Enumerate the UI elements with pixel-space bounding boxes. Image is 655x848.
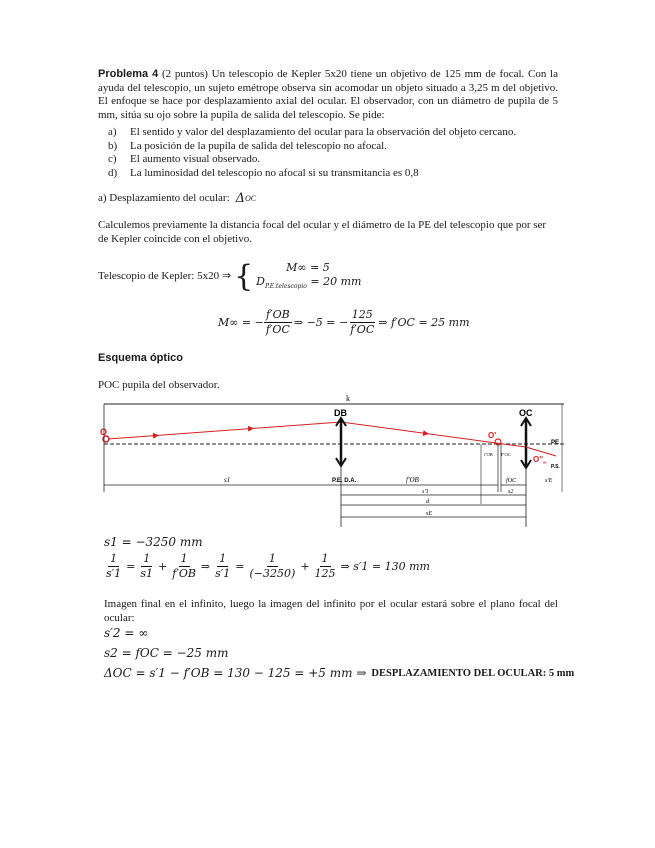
label-ps-right: P.S. xyxy=(551,464,560,470)
list-item: a) El sentido y valor del desplazamiento del ocular para la observación del objeto cercano. xyxy=(108,126,517,138)
fraction: $\frac{125}{f'OC}$ xyxy=(350,308,375,336)
fraction: $\frac{f'OB}{f'OC}$ xyxy=(265,308,290,336)
label-f-oc-small: F′OC xyxy=(501,452,511,457)
label-o: O xyxy=(100,427,108,437)
red-ray-1 xyxy=(108,422,341,439)
final-image-text: Imagen final en el infinito, luego la imagen del infinito por el ocular estará sobre el plano focal del ocular: xyxy=(104,598,558,624)
brace: { xyxy=(234,259,254,295)
list-item: d) La luminosidad del telescopio no afocal si su transmitancia es 0,8 xyxy=(108,166,419,179)
esquema-heading: Esquema óptico xyxy=(98,352,183,364)
section-a-heading: a) Desplazamiento del ocular: Δ OC xyxy=(98,191,257,206)
delta-line: ΔOC = s′1 − f′OB = 130 − 125 = +5 mm ⇒ DESPLAZAMIENTO DEL OCULAR: 5 mm xyxy=(104,666,575,680)
kepler-system: M∞ = 5 $D_{P.E.telescopio} = 20$ mm xyxy=(256,261,362,290)
list-item: c) El aumento visual observado. xyxy=(108,153,261,165)
label-oc: OC xyxy=(519,408,533,418)
problem-text: Un telescopio de Kepler 5x20 tiene un objetivo de 125 mm de focal. Con la ayuda del telescopio, un sujeto emétrope observa sin acomodar un objeto situado a 3,25 m del objetivo. El enfoque se hace por desplazamiento axial del ocular. El observador, con un diámetro de pupila de 5 mm, sitúa su ojo sobre la pupila de salida del telescopio. Se pide: xyxy=(98,68,558,121)
problem-items xyxy=(108,126,558,180)
label-pe-right: PE xyxy=(551,440,560,446)
optical-diagram xyxy=(96,392,566,530)
label-db: DB xyxy=(334,408,347,418)
label-s1: s1 xyxy=(224,476,231,484)
kepler-line: Telescopio de Kepler: 5x20 ⇒ { M∞ = 5 $D_{P.E.telescopio} = 20$ mm xyxy=(98,259,362,295)
focal-equation: M∞ = − $\frac{f'OB}{f'OC}$ ⇒ −5 = − $\frac{125}{f'OC}$ ⇒ f′OC = 25 mm xyxy=(218,308,470,336)
s2-value: s2 = fOC = −25 mm xyxy=(104,646,229,660)
problem-points: (2 puntos) xyxy=(162,68,208,80)
label-k: k xyxy=(346,394,350,403)
label-pe-da: P.E. D.A. xyxy=(332,478,357,484)
problem-statement xyxy=(98,68,558,122)
label-f-ob: f′OB xyxy=(406,476,419,484)
list-item: b) La posición de la pupila de salida del telescopio no afocal. xyxy=(108,139,387,152)
label-s1-prime: s′1 xyxy=(422,489,429,495)
conclusion: DESPLAZAMIENTO DEL OCULAR: 5 mm xyxy=(371,667,575,679)
s2-prime-value: s′2 = ∞ xyxy=(104,626,149,640)
problem-label: Problema 4 xyxy=(98,68,159,80)
label-s2: s2 xyxy=(508,489,514,495)
label-f-ob-small: f′OB xyxy=(484,452,493,457)
intro-paragraph: Calculemos previamente la distancia focal del ocular y el diámetro de la PE del telescopio que por ser de Kepler coincide con el objetivo. xyxy=(98,219,547,245)
red-ray-2 xyxy=(341,422,526,447)
label-o-double: $O''_\infty$ xyxy=(533,455,547,466)
s1-value: s1 = −3250 mm xyxy=(104,535,203,549)
label-s-e: sE xyxy=(426,511,432,517)
esquema-subtitle: POC pupila del observador. xyxy=(98,379,220,391)
label-o-prime: O' xyxy=(488,431,497,440)
lens-equation: $\frac{1}{s'1}$ = $\frac{1}{s1}$ + $\frac{1}{f'OB}$ ⇒ $\frac{1}{s'1}$ = $\frac{1}{(-3250)}$ + $\frac{1}{125}$ ⇒ s′1 = 130 mm xyxy=(106,552,430,580)
label-s-prime-e: s′E xyxy=(545,478,553,484)
label-d: d xyxy=(426,499,429,505)
label-f-oc-bottom: fOC xyxy=(506,478,517,484)
